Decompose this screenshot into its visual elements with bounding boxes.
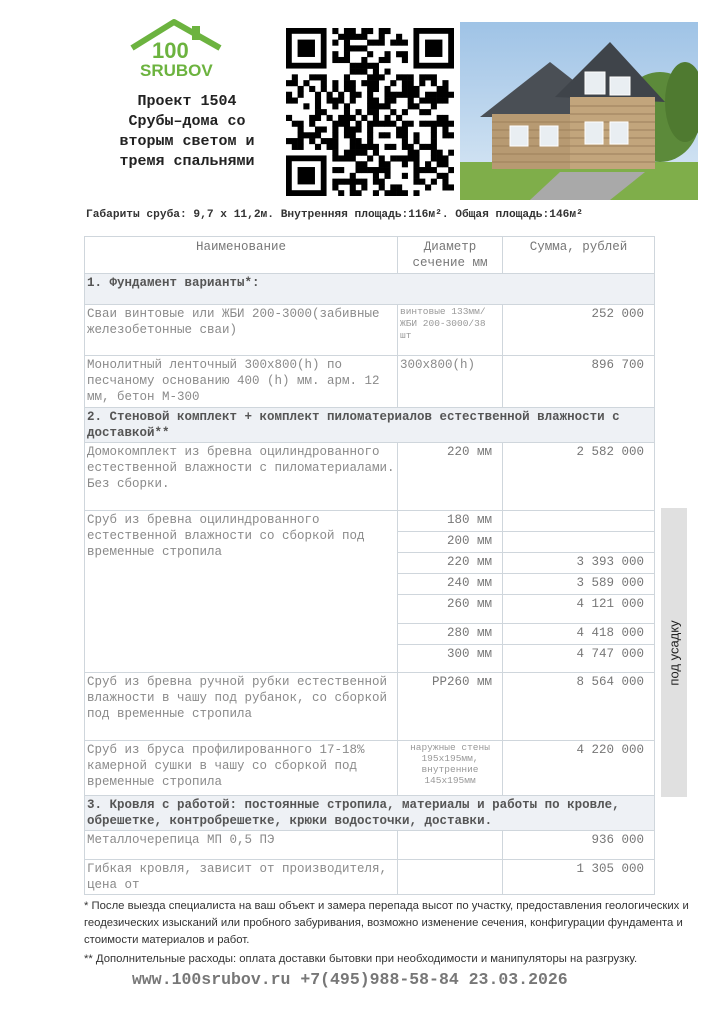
diameter-line: внутренние: [421, 764, 479, 775]
item-sum: 4 220 000: [503, 741, 655, 796]
item-diameter: 260 мм: [398, 595, 503, 624]
section-title: 2. Стеновой комплект + комплект пиломатериалов естественной влажности с доставкой**: [85, 408, 655, 443]
footnotes: [84, 898, 704, 968]
house-photo: [460, 22, 698, 200]
price-table: [84, 236, 655, 895]
diameter-line: 145х195мм: [424, 775, 476, 786]
project-title: [82, 92, 292, 172]
footnote: ** Дополнительные расходы: оплата доставки бытовки при необходимости и манипуляторы на разгрузку.: [84, 953, 638, 965]
table-row: [85, 511, 655, 532]
item-diameter: 240 мм: [398, 574, 503, 595]
title-line: Проект 1504: [137, 93, 237, 110]
header-name: Наименование: [85, 237, 398, 274]
section-row: [85, 274, 655, 305]
item-diameter: 220 мм: [398, 553, 503, 574]
item-sum: 8 564 000: [503, 673, 655, 741]
section-row: [85, 408, 655, 443]
item-sum: 896 700: [503, 356, 655, 408]
title-line: вторым светом и: [119, 133, 255, 150]
header-diameter: Диаметр сечение мм: [398, 237, 503, 274]
item-name: Гибкая кровля, зависит от производителя, цена от: [85, 860, 398, 895]
item-name: Сваи винтовые или ЖБИ 200-3000(забивные железобетонные сваи): [85, 305, 398, 356]
item-name: Монолитный ленточный 300х800(h) по песчаному основанию 400 (h) мм. арм. 12 мм, бетон М-300: [85, 356, 398, 408]
item-diameter: винтовые 133мм/ЖБИ 200-3000/38 шт: [398, 305, 503, 356]
qr-code: [286, 28, 454, 196]
item-sum: 4 121 000: [503, 595, 655, 624]
shrinkage-label: [661, 508, 687, 797]
item-sum: 4 747 000: [503, 645, 655, 673]
item-name: Сруб из бревна оцилиндрованного естественной влажности со сборкой под временные стропила: [85, 511, 398, 673]
table-row: [85, 443, 655, 511]
item-sum: 2 582 000: [503, 443, 655, 511]
section-row: [85, 796, 655, 831]
item-sum: 3 589 000: [503, 574, 655, 595]
item-diameter: [398, 860, 503, 895]
item-sum: 936 000: [503, 831, 655, 860]
table-row: [85, 356, 655, 408]
item-diameter: [398, 831, 503, 860]
logo[interactable]: [122, 18, 232, 82]
header-sum: Сумма, рублей: [503, 237, 655, 274]
table-row: [85, 305, 655, 356]
item-diameter: РР260 мм: [398, 673, 503, 741]
item-diameter: 300х800(h): [398, 356, 503, 408]
table-row: [85, 831, 655, 860]
dimensions-text: Габариты сруба: 9,7 х 11,2м. Внутренняя площадь:116м². Общая площадь:146м²: [86, 209, 583, 221]
table-row: [85, 860, 655, 895]
title-line: тремя спальнями: [119, 153, 255, 170]
title-line: Срубы–дома со: [128, 113, 246, 130]
logo-number: 100: [152, 38, 189, 63]
item-sum: [503, 532, 655, 553]
table-header-row: [85, 237, 655, 274]
section-title: 3. Кровля с работой: постоянные стропила, материалы и работы по кровле, обрешетке, контробрешетке, крюки водосточки, доставки.: [85, 796, 655, 831]
item-diameter: 200 мм: [398, 532, 503, 553]
footer-contacts[interactable]: www.100srubov.ru +7(495)988-58-84 23.03.2026: [132, 970, 568, 989]
table-row: [85, 673, 655, 741]
diameter-line: наружные стены: [410, 742, 490, 753]
logo-word: SRUBOV: [140, 61, 213, 80]
item-diameter: [398, 741, 503, 796]
footnote: * После выезда специалиста на ваш объект и замера перепада высот по участку, предоставления геологических и геодезических изысканий или пробного забуривания, возможно изменение сечения, конфигурации фундамента и стоимости материалов и работ.: [84, 900, 689, 946]
item-diameter: 220 мм: [398, 443, 503, 511]
diameter-line: 195х195мм,: [421, 753, 479, 764]
shrinkage-text: под усадку: [666, 619, 682, 686]
item-sum: 4 418 000: [503, 624, 655, 645]
item-name: Металлочерепица МП 0,5 ПЭ: [85, 831, 398, 860]
item-name: Домокомплект из бревна оцилиндрованного естественной влажности с пиломатериалами. Без сборки.: [85, 443, 398, 511]
item-diameter: 300 мм: [398, 645, 503, 673]
item-name: Сруб из бревна ручной рубки естественной влажности в чашу под рубанок, со сборкой под временные стропила: [85, 673, 398, 741]
table-row: [85, 741, 655, 796]
item-name: Сруб из бруса профилированного 17-18% камерной сушки в чашу со сборкой под временные стропила: [85, 741, 398, 796]
section-title: 1. Фундамент варианты*:: [85, 274, 655, 305]
item-diameter: 180 мм: [398, 511, 503, 532]
item-sum: 252 000: [503, 305, 655, 356]
item-diameter: 280 мм: [398, 624, 503, 645]
item-sum: [503, 511, 655, 532]
item-sum: 1 305 000: [503, 860, 655, 895]
item-sum: 3 393 000: [503, 553, 655, 574]
